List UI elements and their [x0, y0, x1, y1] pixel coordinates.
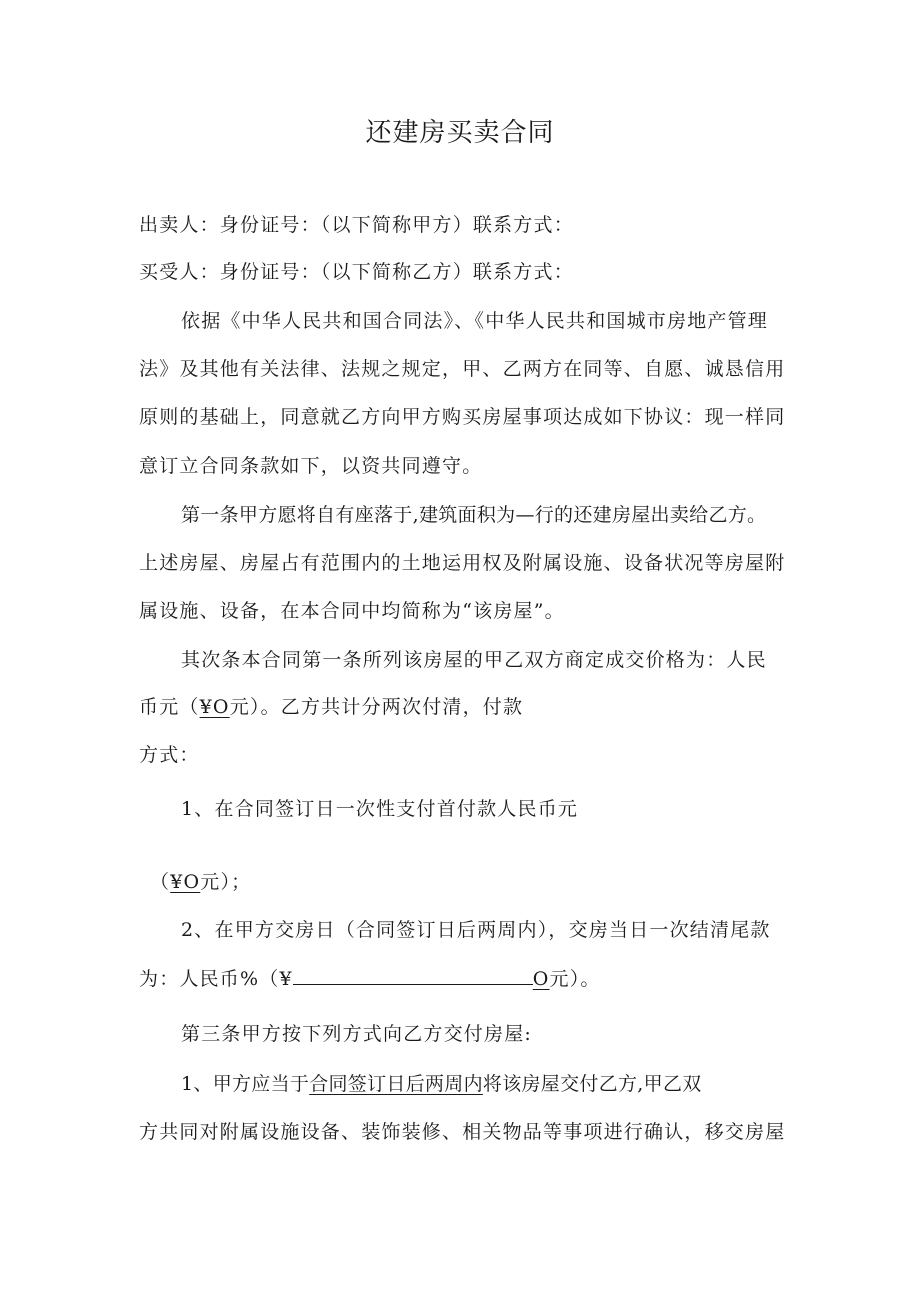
buyer-info: 买受人：身份证号：（以下简称乙方）联系方式： — [139, 261, 574, 283]
article-2-price-line — [139, 692, 523, 722]
balance-amount-blank — [293, 964, 533, 985]
article-3-heading: 第三条甲方按下列方式向乙方交付房屋: — [181, 1023, 533, 1045]
preamble-line: 依据《中华人民共和国合同法》、《中华人民共和国城市房地产管理 — [181, 310, 769, 332]
article-3-item-1 — [181, 1069, 702, 1099]
balance-unit: 元）。 — [549, 968, 601, 990]
article-2-text: 币元（ — [139, 696, 200, 718]
seller-info: 出卖人：身份证号：（以下简称甲方）联系方式： — [139, 214, 574, 236]
balance-label: 为：人民币%（¥ — [139, 968, 293, 990]
article-3-text: 1、甲方应当于 — [181, 1073, 310, 1095]
balance-amount-field: O — [532, 968, 550, 990]
article-3-line: 方共同对附属设施设备、装饰装修、相关物品等事项进行确认，移交房屋 — [139, 1121, 786, 1143]
payment-item-1: 1、在合同签订日一次性支付首付款人民币元 — [181, 798, 579, 820]
payment-item-1-amount — [150, 867, 251, 897]
delivery-deadline-field: 合同签订日后两周内 — [309, 1073, 483, 1095]
article-2-line: 方式： — [139, 744, 200, 766]
preamble-line: 法》及其他有关法律、法规之规定，甲、乙两方在同等、自愿、诚恳信用 — [139, 358, 786, 380]
preamble-line: 原则的基础上，同意就乙方向甲方购买房屋事项达成如下协议：现一样同 — [139, 406, 786, 428]
bracket-open: （ — [150, 871, 171, 893]
article-3-text: 将该房屋交付乙方,甲乙双 — [482, 1073, 702, 1095]
payment-item-2-amount — [139, 964, 601, 994]
price-amount-field: ¥O — [199, 696, 230, 718]
article-2-text: 元）。乙方共计分两次付清，付款 — [229, 696, 524, 718]
article-1-line: 上述房屋、房屋占有范围内的土地运用权及附属设施、设备状况等房屋附 — [139, 552, 786, 574]
payment-item-2: 2、在甲方交房日（合同签订日后两周内），交房当日一次结清尾款 — [181, 919, 771, 941]
article-1-line: 属设施、设备，在本合同中均简称为“该房屋”。 — [139, 600, 565, 622]
preamble-line: 意订立合同条款如下，以资共同遵守。 — [139, 455, 483, 477]
document-title: 还建房买卖合同 — [365, 118, 555, 148]
down-payment-amount-field: ¥O — [170, 871, 201, 893]
article-2-line: 其次条本合同第一条所列该房屋的甲乙双方商定成交价格为：人民 — [181, 649, 767, 671]
article-1-line: 第一条甲方愿将自有座落于,建筑面积为—行的还建房屋出卖给乙方。 — [181, 504, 767, 526]
bracket-close: 元）； — [200, 871, 252, 893]
